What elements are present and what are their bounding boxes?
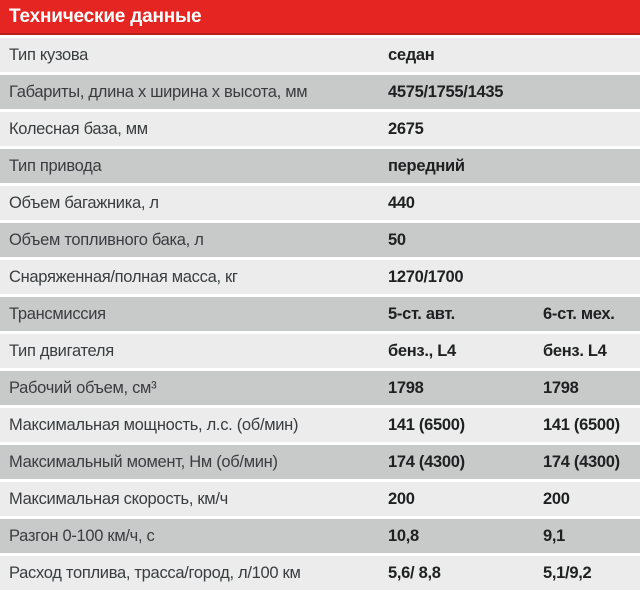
row-label: Максимальная мощность, л.с. (об/мин) <box>9 415 299 434</box>
row-label: Габариты, длина х ширина х высота, мм <box>9 82 308 101</box>
row-label: Трансмиссия <box>9 304 106 323</box>
page-title: Технические данные <box>9 5 202 27</box>
row-label: Тип двигателя <box>9 341 114 360</box>
row-label: Тип кузова <box>9 45 89 64</box>
row-value-1: 5,6/ 8,8 <box>388 563 441 582</box>
table-row <box>0 297 640 331</box>
spec-table <box>0 38 640 590</box>
table-title-bar <box>0 0 640 35</box>
row-value-1: 440 <box>388 193 415 212</box>
row-value-1: седан <box>388 45 435 64</box>
table-row <box>0 519 640 553</box>
row-value-1: 200 <box>388 489 415 508</box>
row-value-2: 9,1 <box>543 526 566 545</box>
row-value-1: 4575/1755/1435 <box>388 82 504 101</box>
row-label: Колесная база, мм <box>9 119 148 138</box>
table-row <box>0 112 640 146</box>
row-value-1: 1798 <box>388 378 424 397</box>
row-label: Объем багажника, л <box>9 193 159 212</box>
row-value-2: 6-ст. мех. <box>543 304 615 323</box>
table-row <box>0 260 640 294</box>
row-value-1: 1270/1700 <box>388 267 464 286</box>
table-row <box>0 75 640 109</box>
row-value-1: 10,8 <box>388 526 419 545</box>
row-value-1: 174 (4300) <box>388 452 465 471</box>
table-row <box>0 556 640 590</box>
row-value-1: бенз., L4 <box>388 341 456 360</box>
table-row <box>0 334 640 368</box>
row-label: Рабочий объем, см³ <box>9 378 157 397</box>
row-value-1: 141 (6500) <box>388 415 465 434</box>
row-label: Снаряженная/полная масса, кг <box>9 267 238 286</box>
table-row <box>0 223 640 257</box>
table-row <box>0 149 640 183</box>
table-row <box>0 186 640 220</box>
table-row <box>0 482 640 516</box>
row-value-2: бенз. L4 <box>543 341 607 360</box>
row-value-2: 174 (4300) <box>543 452 620 471</box>
row-value-2: 1798 <box>543 378 579 397</box>
table-row <box>0 38 640 72</box>
row-value-1: 50 <box>388 230 406 249</box>
row-label: Тип привода <box>9 156 102 175</box>
row-label: Максимальный момент, Нм (об/мин) <box>9 452 278 471</box>
row-value-2: 141 (6500) <box>543 415 620 434</box>
row-label: Разгон 0-100 км/ч, с <box>9 526 155 545</box>
row-value-1: 2675 <box>388 119 424 138</box>
table-row <box>0 371 640 405</box>
row-value-1: передний <box>388 156 465 175</box>
row-value-1: 5-ст. авт. <box>388 304 455 323</box>
row-value-2: 200 <box>543 489 570 508</box>
row-value-2: 5,1/9,2 <box>543 563 592 582</box>
table-row <box>0 445 640 479</box>
row-label: Расход топлива, трасса/город, л/100 км <box>9 563 301 582</box>
table-row <box>0 408 640 442</box>
row-label: Максимальная скорость, км/ч <box>9 489 228 508</box>
row-label: Объем топливного бака, л <box>9 230 204 249</box>
